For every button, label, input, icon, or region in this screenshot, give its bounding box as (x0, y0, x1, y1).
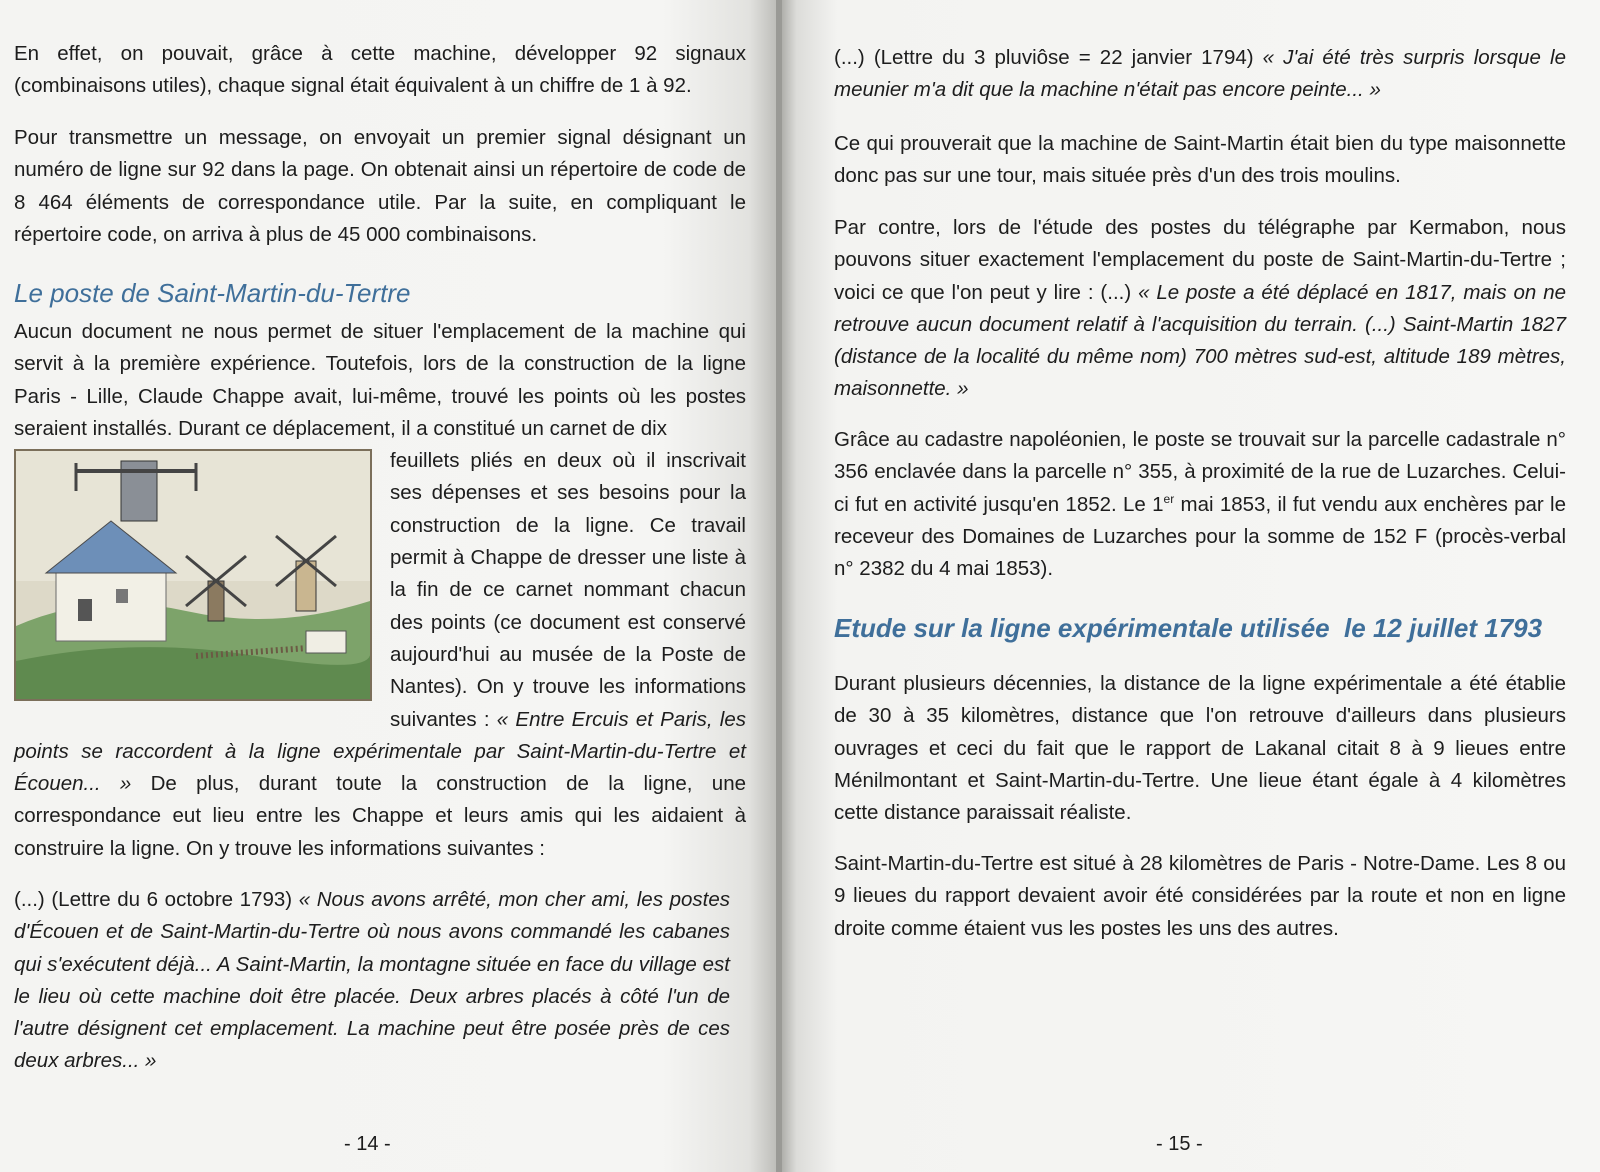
windmill-illustration (14, 449, 372, 701)
right-para-5: Durant plusieurs décennies, la distance de la ligne expérimentale a été établie de 30 à 35 kilomètres, distance que l'on retrouve d'ailleurs dans plusieurs ouvrages et ceci du fait que le rapport de Lakanal citait 8 à 9 lieues entre Ménilmontant et Saint-Martin-du-Tertre. Une lieue étant égale à 4 kilomètres cette distance paraissait réaliste. (834, 672, 1566, 825)
right-para-6: Saint-Martin-du-Tertre est situé à 28 kilomètres de Paris - Notre-Dame. Les 8 ou 9 lieues du rapport devaient avoir été considérées par la route et non en ligne droite comme étaient vus les postes les uns des autres. (834, 852, 1566, 940)
section-heading-ligne-experimentale: Etude sur la ligne expérimentale utilisée le 12 juillet 1793 (834, 613, 1543, 643)
left-para-3-intro (14, 316, 746, 445)
para-4-quote: « Nous avons arrêté, mon cher ami, les postes d'Écouen et de Saint-Martin-du-Tertre où nous avons commandé les cabanes qui s'exécutent déjà... A Saint-Martin, la montagne située en face du village est le lieu où cette machine doit être placée. Deux arbres placés à côté l'un de l'autre désignent cet emplacement. La machine peut être posée près de ces deux arbres... » (14, 888, 730, 1073)
para-3-wrap-text: feuillets pliés en deux où il inscrivait ses dépenses et ses besoins pour la construction de la ligne. Ce travail permit à Chappe de dresser une liste à la fin de ce carnet nommant chacun des points (ce document est conservé aujourd'hui au musée de la Poste de Nantes). On y trouve les informations suivantes : (390, 449, 746, 731)
right-para-1 (834, 42, 1566, 107)
right-para-1-quote: « J'ai été très surpris lorsque le meunier m'a dit que la machine n'était pas encore peinte... » (834, 46, 1566, 102)
para-3-end-text: De plus, durant toute la construction de la ligne, une correspondance eut lieu entre les Chappe et leurs amis qui les aidaient à construire la ligne. On y trouve les informations suivantes : (14, 772, 747, 860)
right-para-2: Ce qui prouverait que la machine de Saint-Martin était bien du type maisonnette donc pas sur une tour, mais située près d'un des trois moulins. (834, 132, 1566, 188)
right-para-4 (834, 424, 1566, 585)
right-para-3 (834, 212, 1566, 406)
page-number-left: - 14 - (344, 1133, 391, 1155)
left-para-2: Pour transmettre un message, on envoyait un premier signal désignant un numéro de ligne sur 92 dans la page. On obtenait ainsi un répertoire de code de 8 464 éléments de correspondance utile. Par la suite, en compliquant le répertoire code, on arriva à plus de 45 000 combinaisons. (14, 126, 746, 246)
right-para-4-b: mai 1853, il fut vendu aux enchères par le receveur des Domaines de Luzarches pour la somme de 152 F (procès-verbal n° 2382 du 4 mai 1853). (834, 492, 1566, 581)
right-para-3-text: Par contre, lors de l'étude des postes du télégraphe par Kermabon, nous pouvons situer exactement l'emplacement du poste de Saint-Martin-du-Tertre ; voici ce que l'on peut y lire : (...) (834, 216, 1566, 304)
book-spine (776, 0, 782, 1172)
para-3-quote: « Entre Ercuis et Paris, les points se raccordent à la ligne expérimentale par Saint-Martin-du-Tertre et Écouen... » (14, 707, 746, 796)
para-3-intro-text: Aucun document ne nous permet de situer l'emplacement de la machine qui servit à la première expérience. Toutefois, lors de la construction de la ligne Paris - Lille, Claude Chappe avait, lui-même, trouvé les points où les postes seraient installés. Durant ce déplacement, il a constitué un carnet de dix (14, 320, 746, 440)
left-para-3-block (14, 316, 746, 865)
right-para-1-reference: (...) (Lettre du 3 pluviôse = 22 janvier 1794) (834, 46, 1263, 69)
left-para-4 (14, 884, 730, 1078)
left-para-3-body (14, 445, 746, 865)
right-para-4-a: Grâce au cadastre napoléonien, le poste se trouvait sur la parcelle cadastrale n° 356 enclavée dans la parcelle n° 355, à proximité de la rue de Luzarches. Celui-ci fut en activité jusqu'en 1852. Le 1 (834, 428, 1566, 516)
windmill-drawing-icon (16, 451, 370, 699)
section-heading-saint-martin: Le poste de Saint-Martin-du-Tertre (14, 278, 411, 308)
right-para-3-quote: « Le poste a été déplacé en 1817, mais on ne retrouve aucun document relatif à l'acquisition du terrain. (...) Saint-Martin 1827 (distance de la localité du même nom) 700 mètres sud-est, altitude 189 mètres, maisonnette. » (834, 280, 1566, 401)
page-number-right: - 15 - (1156, 1133, 1203, 1155)
para-4-reference: (...) (Lettre du 6 octobre 1793) (14, 888, 299, 911)
left-para-1: En effet, on pouvait, grâce à cette machine, développer 92 signaux (combinaisons utiles), chaque signal était équivalent à un chiffre de 1 à 92. (14, 42, 746, 98)
ordinal-superscript: er (1163, 491, 1175, 506)
